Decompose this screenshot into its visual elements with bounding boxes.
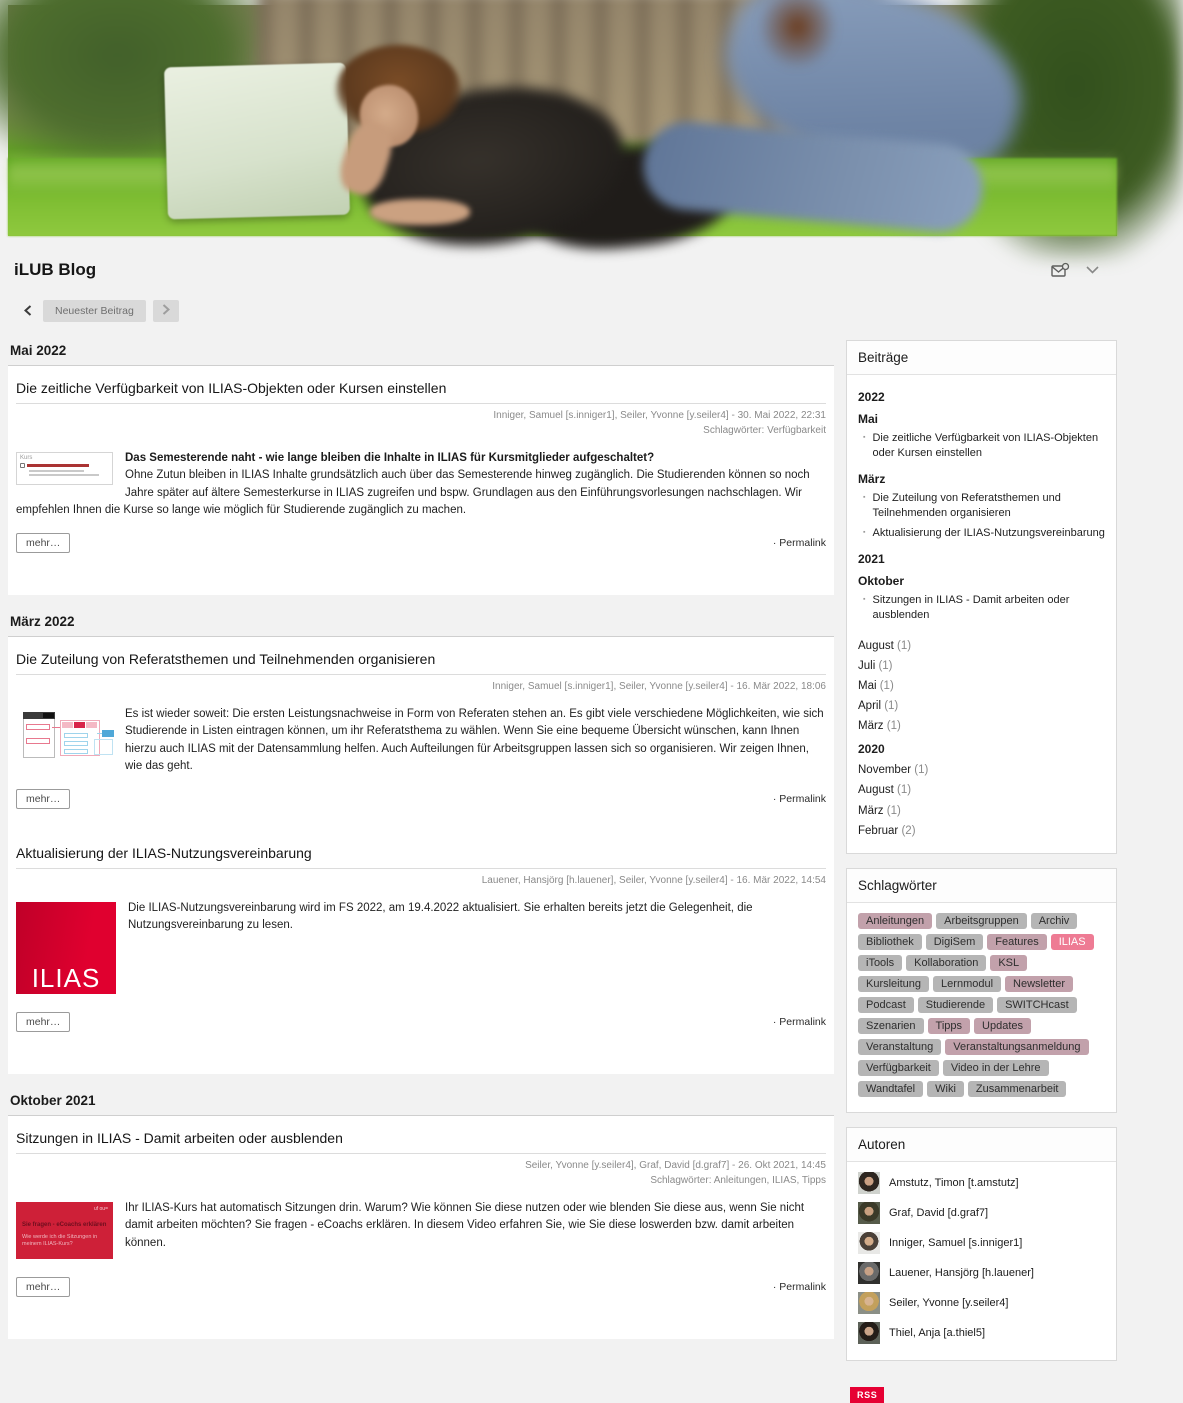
ilias-logo-text: ILIAS <box>31 963 101 994</box>
post-thumbnail-ilias-logo <box>16 902 116 994</box>
diagram-blue-box <box>94 739 113 755</box>
blog-post <box>16 1128 826 1297</box>
author-name: Lauener, Hansjörg [h.lauener] <box>889 1266 1034 1279</box>
archive-month-count: (1) <box>883 804 901 817</box>
post-body: Ihr ILIAS-Kurs hat automatisch Sitzungen drin. Warum? Wie können Sie diese nutzen oder wie blenden Sie diese aus, wenn Sie nicht damit arbeiten möchten? Sie fragen - eCoachs erklären. In diesem Video erfahren Sie, wie Sie diese loswerden bzw. damit arbeiten können. <box>125 1202 805 1249</box>
diagram-window-button <box>43 713 54 718</box>
blog-post-list <box>8 340 834 1339</box>
sidebar-month-label: Oktober <box>858 573 905 588</box>
sidebar-post-link-label: Die Zuteilung von Referatsthemen und Teilnehmenden organisieren <box>872 491 1061 520</box>
post-body: Es ist wieder soweit: Die ersten Leistungsnachweise in Form von Referaten stehen an. Es gibt viele verschiedene Möglichkeiten, wie sich Studierende in Listen eintragen können, um ihr Referatsthema zu wählen. Wenn Sie eine bequeme Übersicht wünschen, kann Ihnen hierzu auch ILIAS mit der Datensammlung helfen. Auch Aufteilungen für Arbeitsgruppen lassen sich so organisieren. Wir zeigen Ihnen, wie das geht. <box>125 708 824 772</box>
author-name: Amstutz, Timon [t.amstutz] <box>889 1176 1019 1189</box>
archive-month-row <box>858 716 1105 736</box>
post-thumbnail-course-screenshot <box>16 452 113 485</box>
post-lead: Das Semesterende naht - wie lange bleiben die Inhalte in ILIAS für Kursmitglieder aufgeschaltet? <box>125 452 655 464</box>
tag-szenarien[interactable]: Szenarien <box>858 1018 924 1034</box>
archive-month-row <box>858 760 1105 780</box>
banner-image <box>8 5 1117 236</box>
month-card <box>8 1116 834 1339</box>
archive-month-link[interactable]: Februar <box>858 824 899 837</box>
archive-month-count: (1) <box>875 659 893 672</box>
video-logo-text: uf ou= <box>93 1206 108 1212</box>
post-authors-date: Inniger, Samuel [s.inniger1], Seiler, Yvonne [y.seiler4] - 30. Mai 2022, 22:31 <box>493 410 826 421</box>
author-link[interactable] <box>858 1258 1105 1288</box>
post-content <box>16 450 826 519</box>
post-thumbnail-diagram <box>16 708 113 763</box>
more-button[interactable]: mehr… <box>16 789 70 809</box>
sidebar-post-link[interactable] <box>858 591 1105 626</box>
author-avatar <box>858 1322 880 1344</box>
archive-month-row <box>858 801 1105 821</box>
diagram-cell <box>86 722 97 728</box>
author-link[interactable] <box>858 1318 1105 1348</box>
course-item-icon <box>20 463 25 468</box>
author-name: Seiler, Yvonne [y.seiler4] <box>889 1296 1009 1309</box>
archive-month-count: (2) <box>898 824 916 837</box>
tag-anleitungen[interactable]: Anleitungen <box>858 913 932 929</box>
archive-month-count: (1) <box>876 679 894 692</box>
archive-month-link[interactable]: August <box>858 639 894 652</box>
tag-arbeitsgruppen[interactable]: Arbeitsgruppen <box>936 913 1027 929</box>
diagram-row <box>26 738 50 744</box>
post-footer <box>16 789 826 809</box>
post-byline <box>16 408 826 438</box>
video-title-text: Sie fragen - eCoachs erklären <box>22 1222 107 1228</box>
archive-month-link[interactable]: Mai <box>858 679 877 692</box>
diagram-blue-badge <box>102 730 114 737</box>
author-link[interactable] <box>858 1228 1105 1258</box>
more-button[interactable]: mehr… <box>16 1277 70 1297</box>
diagram-cell <box>62 722 73 728</box>
post-content <box>16 706 826 775</box>
course-item-title-bar <box>27 464 89 467</box>
author-name: Graf, David [d.graf7] <box>889 1206 989 1219</box>
author-avatar <box>858 1232 880 1254</box>
author-link[interactable] <box>858 1198 1105 1228</box>
diagram-blue-row <box>64 733 88 738</box>
archive-month-row <box>858 821 1105 841</box>
newest-post-button[interactable]: Neuester Beitrag <box>43 300 146 322</box>
month-heading: Mai 2022 <box>8 340 834 366</box>
author-link[interactable] <box>858 1288 1105 1318</box>
post-body: Die ILIAS-Nutzungsvereinbarung wird im FS 2022, am 19.4.2022 aktualisiert. Sie erhalten bereits jetzt die Gelegenheit, die Nutzungsvereinbarung zu lesen. <box>128 902 753 932</box>
bullet-icon: ▪ <box>863 493 866 501</box>
tag-updates[interactable]: Updates <box>974 1018 1031 1034</box>
post-footer <box>16 533 826 553</box>
month-section-oktober-2021 <box>8 1090 834 1339</box>
banner-laptop <box>164 63 350 220</box>
post-footer <box>16 1277 826 1297</box>
archive-month-count: (1) <box>911 764 929 777</box>
month-section-mai-2022 <box>8 340 834 595</box>
post-authors-date: Seiler, Yvonne [y.seiler4], Graf, David [d.graf7] - 26. Okt 2021, 14:45 <box>525 1160 826 1171</box>
author-avatar <box>858 1262 880 1284</box>
video-subtitle-text: Wie werde ich die Sitzungen in meinem ILIAS-Kurs? <box>22 1233 98 1247</box>
post-thumbnail-video <box>16 1202 113 1259</box>
bullet-icon: ▪ <box>863 528 866 536</box>
post-byline <box>16 1158 826 1188</box>
notification-icon[interactable] <box>1051 263 1070 278</box>
archive-month-row <box>858 780 1105 800</box>
post-navigation <box>20 300 1125 322</box>
archive-month-row <box>858 676 1105 696</box>
author-avatar <box>858 1172 880 1194</box>
sidebar-month-label: Mai <box>858 412 879 426</box>
thumb-course-label: Kurs <box>20 455 33 461</box>
sidebar <box>846 340 1117 1403</box>
diagram-connector <box>52 727 60 728</box>
permalink-link[interactable]: · Permalink <box>772 1281 826 1293</box>
post-title[interactable]: Die Zuteilung von Referatsthemen und Teilnehmenden organisieren <box>16 649 826 675</box>
archive-month-link[interactable]: Juli <box>858 659 876 672</box>
sidebar-year-label: 2021 <box>858 551 885 566</box>
post-body: Ohne Zutun bleiben in ILIAS Inhalte grundsätzlich auch über das Semesterende hinweg zugänglich. Die Studierenden können so noch Jahre später auf ältere Semesterkurse in ILIAS zugreifen und bspw. Grundlagen aus den Einführungsvorlesungen nachschlagen. Wir empfehlen Ihnen die Kurse so lange wie möglich für Studierende zugänglich zu machen. <box>16 469 810 516</box>
sidebar-post-link[interactable] <box>858 524 1105 543</box>
chevron-down-icon[interactable] <box>1086 266 1099 274</box>
tag-bibliothek[interactable]: Bibliothek <box>858 934 922 950</box>
sidebar-post-link[interactable] <box>858 429 1105 464</box>
month-card <box>8 366 834 595</box>
archive-month-link[interactable]: März <box>858 720 884 733</box>
bullet-icon: ▪ <box>863 434 866 441</box>
tag-features[interactable]: Features <box>987 934 1046 950</box>
post-authors-date: Inniger, Samuel [s.inniger1], Seiler, Yvonne [y.seiler4] - 16. Mär 2022, 18:06 <box>492 681 826 692</box>
tags-panel-title: Schlagwörter <box>847 869 1116 903</box>
tag-wiki[interactable]: Wiki <box>927 1081 964 1097</box>
post-footer <box>16 1012 826 1032</box>
tag-itools[interactable]: iTools <box>858 955 902 971</box>
tag-zusammenarbeit[interactable]: Zusammenarbeit <box>968 1081 1067 1097</box>
tag-ilias[interactable]: ILIAS <box>1051 934 1094 950</box>
tag-tipps[interactable]: Tipps <box>928 1018 971 1034</box>
sidebar-post-link[interactable] <box>858 489 1105 524</box>
posts-panel-body <box>847 375 1116 853</box>
archive-month-count: (1) <box>881 700 899 713</box>
chevron-left-icon[interactable] <box>20 303 36 320</box>
post-title[interactable]: Aktualisierung der ILIAS-Nutzungsvereinbarung <box>16 843 826 869</box>
tag-newsletter[interactable]: Newsletter <box>1005 976 1073 992</box>
archive-month-count: (1) <box>883 720 901 733</box>
tag-podcast[interactable]: Podcast <box>858 997 914 1013</box>
rss-button[interactable]: RSS <box>850 1387 884 1403</box>
tag-veranstaltung[interactable]: Veranstaltung <box>858 1039 941 1055</box>
month-heading: März 2022 <box>8 611 834 637</box>
post-byline <box>16 679 826 694</box>
post-title[interactable]: Die zeitliche Verfügbarkeit von ILIAS-Objekten oder Kursen einstellen <box>16 378 826 404</box>
blog-post <box>16 649 826 809</box>
authors-box <box>847 1162 1116 1360</box>
diagram-row <box>26 724 50 730</box>
archive-month-row <box>858 636 1105 656</box>
diagram-blue-row <box>64 749 88 754</box>
tag-studierende[interactable]: Studierende <box>918 997 993 1013</box>
archive-month-row <box>858 656 1105 676</box>
month-section-maerz-2022 <box>8 611 834 1074</box>
post-tags-line: Schlagwörter: Anleitungen, ILIAS, Tipps <box>650 1175 826 1186</box>
sidebar-year-label: 2020 <box>858 742 885 757</box>
tag-veranstaltungsanmeldung[interactable]: Veranstaltungsanmeldung <box>945 1039 1088 1055</box>
post-authors-date: Lauener, Hansjörg [h.lauener], Seiler, Yvonne [y.seiler4] - 16. Mär 2022, 14:54 <box>481 875 826 886</box>
archive-month-link[interactable]: November <box>858 764 912 777</box>
posts-panel-title: Beiträge <box>847 341 1116 375</box>
header-actions <box>1051 263 1111 278</box>
more-button[interactable]: mehr… <box>16 1012 70 1032</box>
sidebar-archive <box>858 636 1105 841</box>
permalink-link[interactable]: · Permalink <box>772 793 826 805</box>
archive-month-count: (1) <box>893 639 912 652</box>
archive-month-count: (1) <box>893 784 912 797</box>
post-byline <box>16 873 826 888</box>
tag-archiv[interactable]: Archiv <box>1031 913 1078 929</box>
tag-switchcast[interactable]: SWITCHcast <box>997 997 1077 1013</box>
post-tags-line: Schlagwörter: Verfügbarkeit <box>703 425 826 436</box>
post-content <box>16 900 826 998</box>
course-item-text-bar <box>29 474 99 476</box>
archive-month-link[interactable]: August <box>858 784 894 797</box>
sidebar-post-link-label: Aktualisierung der ILIAS-Nutzungsvereinbarung <box>872 526 1105 539</box>
sidebar-year-label: 2022 <box>858 390 885 404</box>
tag-verf-gbarkeit[interactable]: Verfügbarkeit <box>858 1060 939 1076</box>
permalink-link[interactable]: · Permalink <box>772 1016 826 1028</box>
posts-panel <box>846 340 1117 854</box>
authors-panel <box>846 1127 1117 1361</box>
chevron-right-icon[interactable] <box>153 300 179 322</box>
post-title[interactable]: Sitzungen in ILIAS - Damit arbeiten oder ausblenden <box>16 1128 826 1154</box>
author-link[interactable] <box>858 1168 1105 1198</box>
tag-ksl[interactable]: KSL <box>990 955 1027 971</box>
month-card <box>8 637 834 1074</box>
banner-woman-hand <box>370 199 470 225</box>
author-name: Inniger, Samuel [s.inniger1] <box>889 1236 1023 1249</box>
tags-panel <box>846 868 1117 1113</box>
tag-kursleitung[interactable]: Kursleitung <box>858 976 929 992</box>
archive-month-link[interactable]: März <box>858 804 884 817</box>
diagram-cell-active <box>74 722 85 728</box>
blog-post <box>16 843 826 1032</box>
tag-lernmodul[interactable]: Lernmodul <box>933 976 1001 992</box>
more-button[interactable]: mehr… <box>16 533 70 553</box>
bullet-icon: ▪ <box>863 595 866 603</box>
post-content <box>16 1200 826 1263</box>
tag-digisem[interactable]: DigiSem <box>926 934 984 950</box>
course-item-text-bar <box>29 470 84 472</box>
authors-panel-title: Autoren <box>847 1128 1116 1162</box>
author-avatar <box>858 1292 880 1314</box>
archive-month-link[interactable]: April <box>858 700 882 713</box>
sidebar-post-link-label: Sitzungen in ILIAS - Damit arbeiten oder ausblenden <box>872 593 1070 622</box>
tags-box <box>847 903 1116 1112</box>
permalink-link[interactable]: · Permalink <box>772 537 826 549</box>
tag-wandtafel[interactable]: Wandtafel <box>858 1081 923 1097</box>
diagram-blue-row <box>64 741 88 746</box>
tag-kollaboration[interactable]: Kollaboration <box>906 955 986 971</box>
sidebar-month-label: März <box>858 471 886 486</box>
page-title: iLUB Blog <box>14 260 97 279</box>
archive-month-row <box>858 696 1105 716</box>
blog-post <box>16 378 826 553</box>
tag-video-in-der-lehre[interactable]: Video in der Lehre <box>943 1060 1049 1076</box>
sidebar-post-link-label: Die zeitliche Verfügbarkeit von ILIAS-Objekten oder Kursen einstellen <box>872 432 1099 460</box>
month-heading: Oktober 2021 <box>8 1090 834 1116</box>
author-avatar <box>858 1202 880 1224</box>
author-name: Thiel, Anja [a.thiel5] <box>889 1326 986 1339</box>
